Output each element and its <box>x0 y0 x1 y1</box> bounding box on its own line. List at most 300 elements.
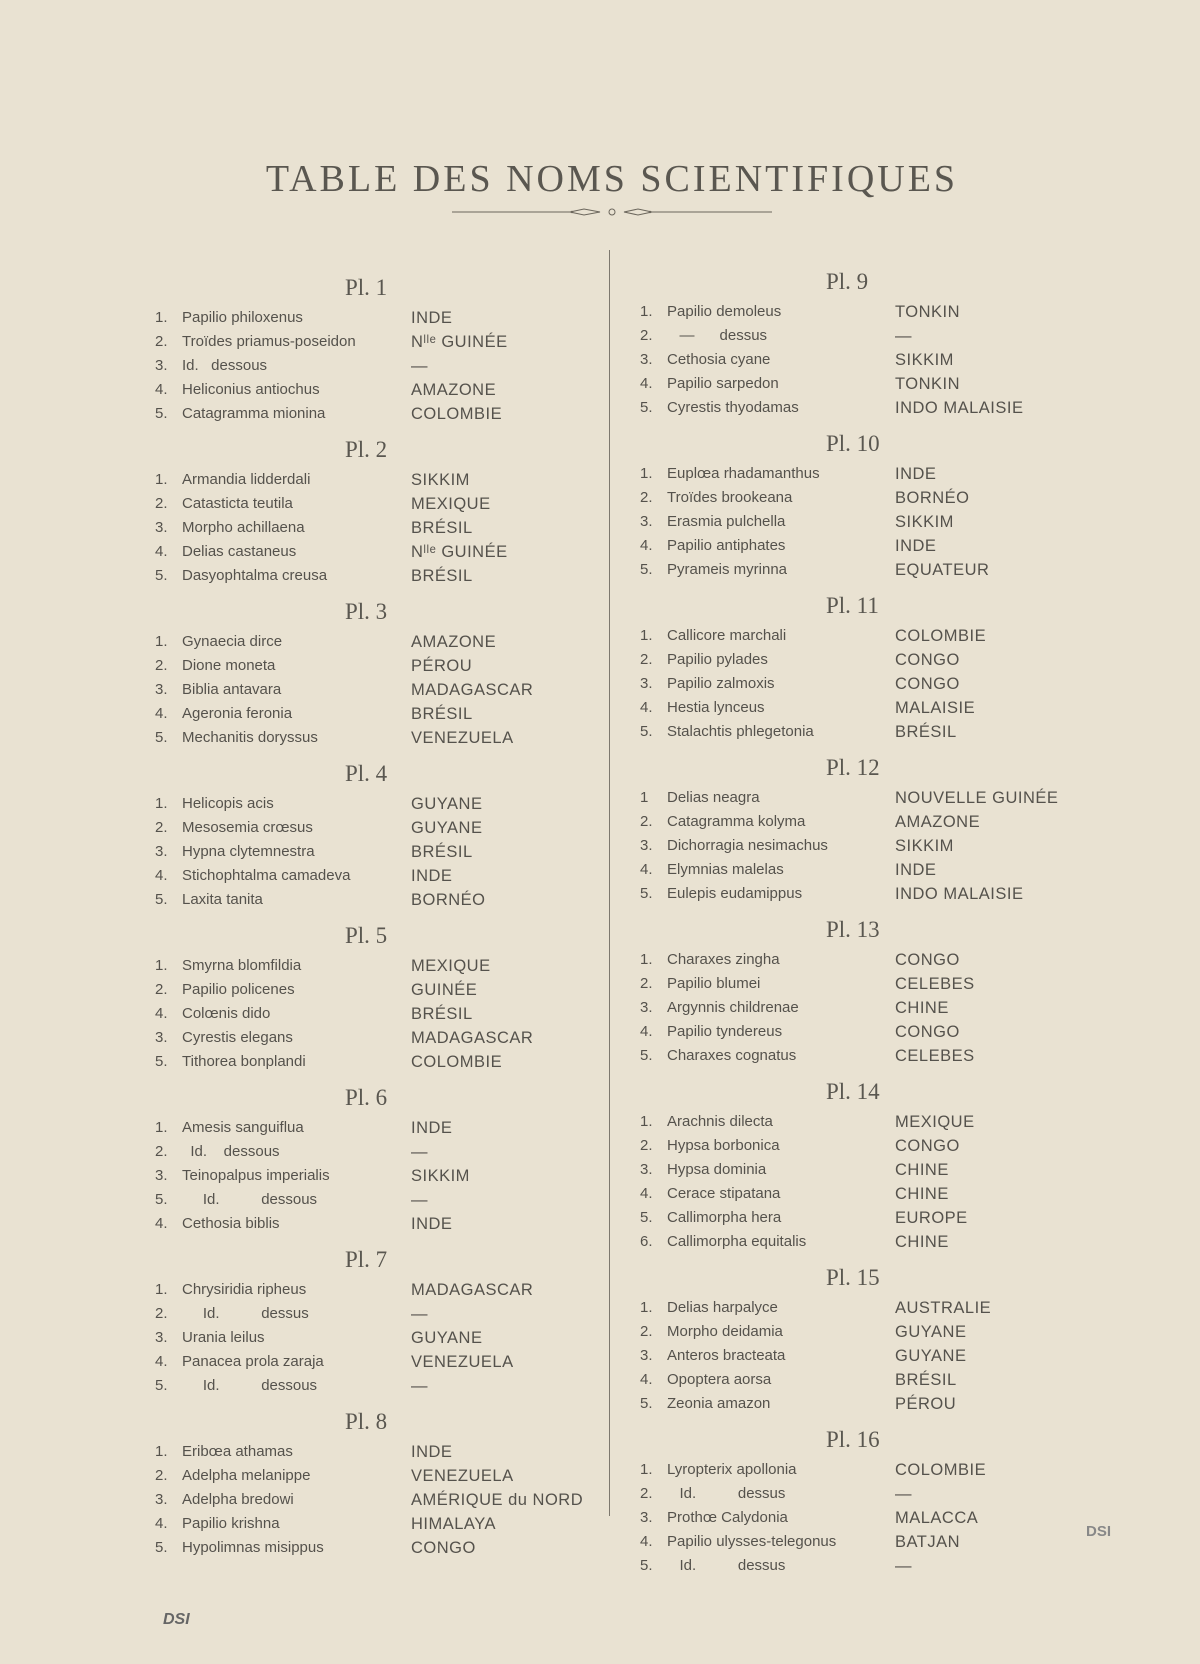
species-name: Morpho deidamia <box>667 1323 783 1340</box>
species-entry <box>640 1458 1080 1482</box>
species-name: Heliconius antiochus <box>182 381 320 398</box>
species-name: Gynaecia dirce <box>182 633 283 650</box>
plate-section <box>640 1422 1080 1578</box>
species-name: Papilio demoleus <box>667 303 782 320</box>
entry-number: 1. <box>155 633 168 650</box>
plate-section <box>155 432 595 588</box>
entry-number: 4. <box>155 381 168 398</box>
species-entry <box>155 678 595 702</box>
species-name: Catasticta teutila <box>182 495 293 512</box>
species-country: CONGO <box>895 1137 960 1155</box>
species-name: Helicopis acis <box>182 795 274 812</box>
entry-number: 3. <box>155 681 168 698</box>
species-name: Id. dessous <box>182 1143 280 1160</box>
species-entry <box>155 864 595 888</box>
species-entry <box>155 1512 595 1536</box>
species-name: Erasmia pulchella <box>667 513 786 530</box>
species-country: MADAGASCAR <box>411 1029 534 1047</box>
plate-heading <box>155 432 595 468</box>
species-entry <box>155 888 595 912</box>
plate-section <box>155 1242 595 1398</box>
plate-heading-label: Pl. 11 <box>826 593 879 618</box>
plate-section <box>640 264 1080 420</box>
entry-number: 3. <box>640 1161 653 1178</box>
species-country: GUYANE <box>411 819 483 837</box>
species-country: — <box>895 1557 912 1575</box>
entry-number: 5. <box>155 729 168 746</box>
entry-number: 1. <box>155 309 168 326</box>
species-entry <box>640 948 1080 972</box>
plate-heading-label: Pl. 16 <box>826 1427 880 1452</box>
plate-section <box>155 594 595 750</box>
species-name: Delias castaneus <box>182 543 297 560</box>
species-name: Id. dessous <box>182 357 268 374</box>
species-country: — <box>411 357 428 375</box>
entry-number: 2. <box>155 657 168 674</box>
species-country: BRÉSIL <box>895 1371 957 1389</box>
entry-number: 3. <box>640 351 653 368</box>
species-entry <box>155 1116 595 1140</box>
entry-number: 4. <box>640 537 653 554</box>
species-entry <box>155 540 595 564</box>
species-entry <box>155 330 595 354</box>
entry-number: 4. <box>640 1023 653 1040</box>
species-name: Smyrna blomfildia <box>182 957 302 974</box>
species-name: Zeonia amazon <box>667 1395 771 1412</box>
entry-number: 4. <box>640 861 653 878</box>
entry-number: 5. <box>155 1377 168 1394</box>
species-name: Urania leilus <box>182 1329 265 1346</box>
plate-heading-label: Pl. 15 <box>826 1265 880 1290</box>
entry-number: 3. <box>155 1491 168 1508</box>
species-entry <box>155 468 595 492</box>
species-name: Id. dessous <box>182 1191 318 1208</box>
entry-number: 1. <box>155 471 168 488</box>
plate-heading-label: Pl. 6 <box>345 1085 388 1110</box>
species-country: CHINE <box>895 1161 949 1179</box>
species-entry <box>155 1026 595 1050</box>
species-entry <box>640 462 1080 486</box>
species-name: Stalachtis phlegetonia <box>667 723 814 740</box>
species-country: CELEBES <box>895 975 975 993</box>
plate-heading-label: Pl. 10 <box>826 431 880 456</box>
species-entry <box>155 1374 595 1398</box>
species-name: Papilio policenes <box>182 981 295 998</box>
species-entry <box>640 1320 1080 1344</box>
plate-heading <box>155 1080 595 1116</box>
species-name: Dasyophtalma creusa <box>182 567 328 584</box>
species-country: CONGO <box>411 1539 476 1557</box>
species-entry <box>155 1440 595 1464</box>
species-name: Tithorea bonplandi <box>182 1053 306 1070</box>
column-divider <box>609 250 610 1516</box>
species-entry <box>640 972 1080 996</box>
species-name: Cyrestis thyodamas <box>667 399 799 416</box>
species-entry <box>155 1140 595 1164</box>
species-name: Laxita tanita <box>182 891 263 908</box>
species-name: Arachnis dilecta <box>667 1113 773 1130</box>
species-country: GUYANE <box>895 1323 967 1341</box>
plate-heading <box>155 1242 595 1278</box>
species-name: Id. dessus <box>667 1485 786 1502</box>
species-name: Papilio philoxenus <box>182 309 303 326</box>
species-entry <box>640 1044 1080 1068</box>
species-country: Nˡˡᵉ GUINÉE <box>411 333 508 351</box>
species-name: Catagramma kolyma <box>667 813 806 830</box>
species-name: Papilio antiphates <box>667 537 786 554</box>
species-name: Morpho achillaena <box>182 519 305 536</box>
plate-section <box>640 588 1080 744</box>
species-country: INDE <box>895 861 937 879</box>
entry-number: 5. <box>640 399 653 416</box>
plate-heading-label: Pl. 3 <box>345 599 388 624</box>
species-name: Troïdes brookeana <box>667 489 793 506</box>
entry-number: 5. <box>640 1047 653 1064</box>
species-entry <box>155 816 595 840</box>
plate-section <box>155 756 595 912</box>
species-entry <box>640 1296 1080 1320</box>
species-entry <box>640 1206 1080 1230</box>
species-entry <box>155 978 595 1002</box>
species-name: Eribœa athamas <box>182 1443 293 1460</box>
species-name: Callimorpha equitalis <box>667 1233 807 1250</box>
species-entry <box>640 858 1080 882</box>
species-country: BRÉSIL <box>411 1005 473 1023</box>
entry-number: 3. <box>640 837 653 854</box>
entry-number: 1. <box>640 303 653 320</box>
species-name: Anteros bracteata <box>667 1347 786 1364</box>
species-entry <box>155 1212 595 1236</box>
entry-number: 3. <box>640 1347 653 1364</box>
species-entry <box>155 1164 595 1188</box>
species-country: BRÉSIL <box>411 843 473 861</box>
species-name: Armandia lidderdali <box>182 471 311 488</box>
entry-number: 1. <box>155 1443 168 1460</box>
species-country: GUYANE <box>895 1347 967 1365</box>
entry-number: 3. <box>155 843 168 860</box>
species-entry <box>155 1536 595 1560</box>
species-name: Biblia antavara <box>182 681 282 698</box>
species-country: AMÉRIQUE du NORD <box>411 1491 584 1509</box>
species-name: Id. dessus <box>182 1305 309 1322</box>
species-country: BRÉSIL <box>411 519 473 537</box>
species-name: Eulepis eudamippus <box>667 885 803 902</box>
entry-number: 2. <box>155 495 168 512</box>
species-entry <box>640 1182 1080 1206</box>
entry-number: 4. <box>155 543 168 560</box>
species-country: COLOMBIE <box>895 1461 987 1479</box>
species-name: Hypsa dominia <box>667 1161 767 1178</box>
species-name: Cethosia cyane <box>667 351 771 368</box>
entry-number: 5. <box>155 1191 168 1208</box>
species-entry <box>640 324 1080 348</box>
species-country: BORNÉO <box>895 489 970 507</box>
species-country: TONKIN <box>895 375 961 393</box>
entry-number: 4. <box>155 867 168 884</box>
plate-heading-label: Pl. 8 <box>345 1409 388 1434</box>
species-country: CHINE <box>895 1185 949 1203</box>
plate-heading <box>640 588 1080 624</box>
species-country: AMAZONE <box>411 381 497 399</box>
species-country: MEXIQUE <box>411 957 491 975</box>
species-country: EUROPE <box>895 1209 968 1227</box>
species-country: — <box>411 1305 428 1323</box>
species-country: SIKKIM <box>411 471 470 489</box>
entry-number: 1 <box>640 789 649 806</box>
entry-number: 3. <box>155 1029 168 1046</box>
entry-number: 3. <box>640 675 653 692</box>
species-country: MEXIQUE <box>895 1113 975 1131</box>
species-country: — <box>895 327 912 345</box>
species-entry <box>155 792 595 816</box>
species-country: COLOMBIE <box>411 1053 503 1071</box>
plate-heading-label: Pl. 1 <box>345 275 388 300</box>
species-entry <box>155 1464 595 1488</box>
species-name: Id. dessus <box>667 1557 786 1574</box>
species-country: SIKKIM <box>895 351 954 369</box>
species-country: MADAGASCAR <box>411 1281 534 1299</box>
species-entry <box>640 882 1080 906</box>
entry-number: 4. <box>640 1371 653 1388</box>
entry-number: 5. <box>640 1557 653 1574</box>
species-entry <box>155 630 595 654</box>
species-country: COLOMBIE <box>411 405 503 423</box>
species-name: Hypsa borbonica <box>667 1137 780 1154</box>
species-entry <box>155 516 595 540</box>
entry-number: 1. <box>155 1281 168 1298</box>
species-country: INDE <box>411 1215 453 1233</box>
entry-number: 2. <box>640 813 653 830</box>
species-country: BRÉSIL <box>411 567 473 585</box>
plate-section <box>640 1260 1080 1416</box>
species-country: BRÉSIL <box>411 705 473 723</box>
species-country: VENEZUELA <box>411 729 514 747</box>
species-entry <box>640 1230 1080 1254</box>
entry-number: 4. <box>640 375 653 392</box>
species-country: VENEZUELA <box>411 1353 514 1371</box>
entry-number: 2. <box>155 819 168 836</box>
entry-number: 2. <box>155 1143 168 1160</box>
entry-number: 5. <box>640 885 653 902</box>
species-entry <box>640 696 1080 720</box>
species-entry <box>640 786 1080 810</box>
species-country: Nˡˡᵉ GUINÉE <box>411 543 508 561</box>
species-entry <box>155 564 595 588</box>
plate-section <box>640 912 1080 1068</box>
species-country: INDE <box>411 1443 453 1461</box>
species-name: Papilio tyndereus <box>667 1023 783 1040</box>
entry-number: 5. <box>155 891 168 908</box>
species-country: AMAZONE <box>895 813 981 831</box>
entry-number: 4. <box>640 1533 653 1550</box>
species-entry <box>640 996 1080 1020</box>
species-name: Dichorragia nesimachus <box>667 837 828 854</box>
species-entry <box>640 1368 1080 1392</box>
plate-heading <box>155 594 595 630</box>
entry-number: 3. <box>640 513 653 530</box>
species-name: Delias neagra <box>667 789 760 806</box>
species-entry <box>640 1554 1080 1578</box>
species-entry <box>155 954 595 978</box>
entry-number: 4. <box>640 699 653 716</box>
species-name: Panacea prola zaraja <box>182 1353 324 1370</box>
species-name: Papilio ulysses-telegonus <box>667 1533 837 1550</box>
species-name: Colœnis dido <box>182 1005 271 1022</box>
species-country: — <box>411 1143 428 1161</box>
species-country: INDE <box>895 465 937 483</box>
species-country: MEXIQUE <box>411 495 491 513</box>
species-name: Argynnis childrenae <box>667 999 799 1016</box>
species-name: Amesis sanguiflua <box>182 1119 304 1136</box>
species-entry <box>640 348 1080 372</box>
entry-number: 4. <box>155 1005 168 1022</box>
species-entry <box>640 486 1080 510</box>
species-name: Delias harpalyce <box>667 1299 778 1316</box>
species-country: — <box>411 1191 428 1209</box>
entry-number: 5. <box>640 1209 653 1226</box>
plate-section <box>640 1074 1080 1254</box>
plate-section <box>155 918 595 1074</box>
entry-number: 1. <box>640 1299 653 1316</box>
plate-section <box>640 750 1080 906</box>
species-entry <box>155 1050 595 1074</box>
species-country: GUINÉE <box>411 981 478 999</box>
entry-number: 5. <box>155 1539 168 1556</box>
entry-number: 1. <box>640 951 653 968</box>
species-country: BORNÉO <box>411 891 486 909</box>
entry-number: 4. <box>640 1185 653 1202</box>
species-name: Pyrameis myrinna <box>667 561 788 578</box>
species-name: Cethosia biblis <box>182 1215 280 1232</box>
plate-heading-label: Pl. 2 <box>345 437 388 462</box>
species-entry <box>640 648 1080 672</box>
species-name: Mechanitis doryssus <box>182 729 318 746</box>
entry-number: 2. <box>640 975 653 992</box>
species-name: Hestia lynceus <box>667 699 765 716</box>
entry-number: 1. <box>640 627 653 644</box>
plate-heading <box>155 918 595 954</box>
species-entry <box>155 378 595 402</box>
entry-number: 3. <box>155 519 168 536</box>
species-country: INDE <box>411 309 453 327</box>
species-entry <box>155 306 595 330</box>
species-country: CHINE <box>895 1233 949 1251</box>
species-entry <box>640 510 1080 534</box>
ornament-divider-icon <box>452 204 772 220</box>
entry-number: 3. <box>640 1509 653 1526</box>
species-entry <box>640 1344 1080 1368</box>
species-entry <box>155 1002 595 1026</box>
species-name: Papilio sarpedon <box>667 375 779 392</box>
entry-number: 4. <box>155 1353 168 1370</box>
species-entry <box>155 402 595 426</box>
library-stamp-right: DSI <box>1086 1523 1112 1540</box>
species-country: MADAGASCAR <box>411 681 534 699</box>
plate-heading-label: Pl. 7 <box>345 1247 388 1272</box>
species-country: GUYANE <box>411 795 483 813</box>
plate-heading <box>640 264 1080 300</box>
entry-number: 2. <box>155 333 168 350</box>
species-country: CELEBES <box>895 1047 975 1065</box>
entry-number: 5. <box>640 1395 653 1412</box>
species-entry <box>155 1302 595 1326</box>
species-country: MALAISIE <box>895 699 976 717</box>
plate-section <box>155 1404 595 1560</box>
species-country: NOUVELLE GUINÉE <box>895 789 1059 807</box>
plate-heading-label: Pl. 14 <box>826 1079 880 1104</box>
species-name: Euplœa rhadamanthus <box>667 465 820 482</box>
entry-number: 2. <box>155 981 168 998</box>
species-name: Mesosemia crœsus <box>182 819 313 836</box>
species-entry <box>640 834 1080 858</box>
entry-number: 1. <box>155 957 168 974</box>
plate-section <box>640 426 1080 582</box>
species-name: Id. dessous <box>182 1377 318 1394</box>
species-entry <box>155 1188 595 1212</box>
entry-number: 1. <box>155 1119 168 1136</box>
entry-number: 5. <box>155 1053 168 1070</box>
species-country: SIKKIM <box>411 1167 470 1185</box>
species-country: CONGO <box>895 1023 960 1041</box>
plate-section <box>155 270 595 426</box>
species-country: INDO MALAISIE <box>895 885 1024 903</box>
species-name: Papilio blumei <box>667 975 761 992</box>
plate-heading <box>640 1422 1080 1458</box>
entry-number: 2. <box>640 1485 653 1502</box>
species-name: Papilio zalmoxis <box>667 675 775 692</box>
species-name: Teinopalpus imperialis <box>182 1167 330 1184</box>
species-country: PÉROU <box>411 657 473 675</box>
species-name: — dessus <box>667 327 768 344</box>
species-name: Adelpha bredowi <box>182 1491 294 1508</box>
species-entry <box>640 624 1080 648</box>
species-country: BATJAN <box>895 1533 961 1551</box>
species-country: EQUATEUR <box>895 561 990 579</box>
plate-heading <box>155 756 595 792</box>
species-country: INDE <box>895 537 937 555</box>
entry-number: 4. <box>155 705 168 722</box>
species-country: CONGO <box>895 951 960 969</box>
species-country: VENEZUELA <box>411 1467 514 1485</box>
plate-heading-label: Pl. 5 <box>345 923 388 948</box>
species-country: SIKKIM <box>895 837 954 855</box>
species-entry <box>155 1488 595 1512</box>
species-name: Charaxes cognatus <box>667 1047 797 1064</box>
species-country: AUSTRALIE <box>895 1299 992 1317</box>
entry-number: 1. <box>155 795 168 812</box>
species-entry <box>155 654 595 678</box>
species-name: Dione moneta <box>182 657 276 674</box>
species-country: MALACCA <box>895 1509 979 1527</box>
species-name: Ageronia feronia <box>182 705 293 722</box>
entry-number: 5. <box>640 561 653 578</box>
entry-number: 3. <box>155 357 168 374</box>
entry-number: 2. <box>155 1467 168 1484</box>
species-entry <box>640 1110 1080 1134</box>
species-entry <box>640 1392 1080 1416</box>
species-entry <box>640 810 1080 834</box>
entry-number: 6. <box>640 1233 653 1250</box>
species-name: Charaxes zingha <box>667 951 780 968</box>
plate-heading <box>155 270 595 306</box>
species-entry <box>640 1134 1080 1158</box>
species-country: PÉROU <box>895 1395 957 1413</box>
species-country: INDE <box>411 867 453 885</box>
species-name: Cyrestis elegans <box>182 1029 293 1046</box>
species-entry <box>640 372 1080 396</box>
species-country: COLOMBIE <box>895 627 987 645</box>
species-entry <box>155 354 595 378</box>
